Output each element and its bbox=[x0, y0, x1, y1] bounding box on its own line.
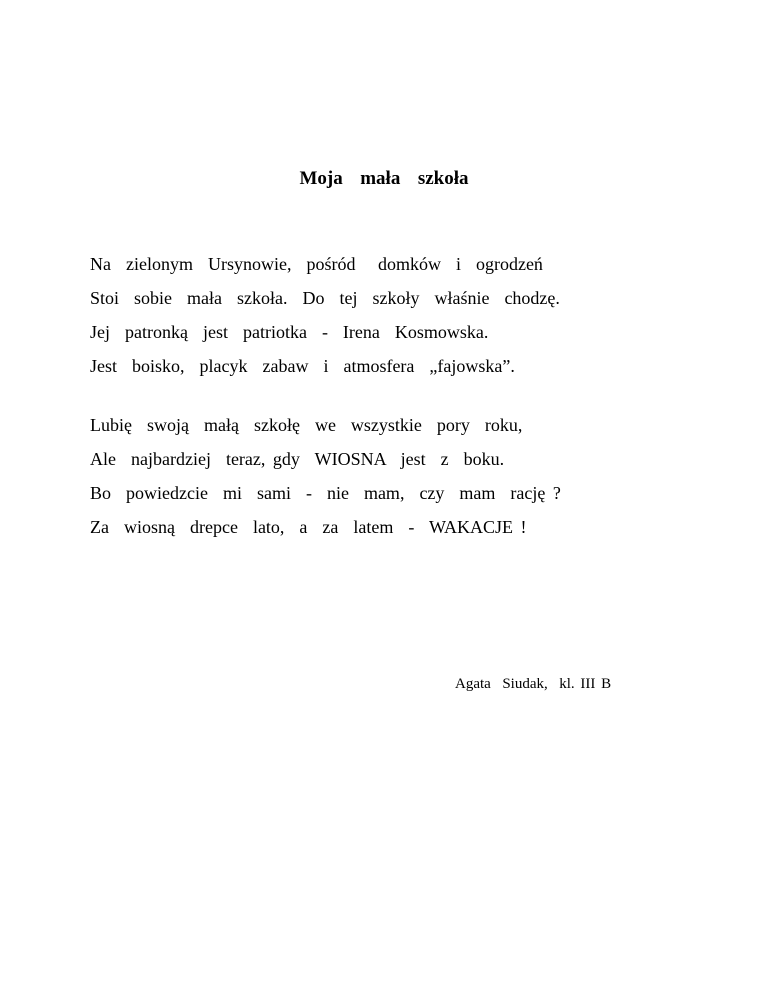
author-signature: Agata Siudak, kl. III B bbox=[455, 676, 612, 692]
poem-line: Na zielonym Ursynowie, pośród domków i ogrodzeń bbox=[90, 254, 543, 274]
poem-line: Stoi sobie mała szkoła. Do tej szkoły właśnie chodzę. bbox=[90, 288, 560, 308]
stanza-1 bbox=[90, 247, 560, 383]
poem-line: Jest boisko, placyk zabaw i atmosfera „fajowska”. bbox=[90, 356, 515, 376]
stanza-2 bbox=[90, 408, 561, 544]
poem-line: Lubię swoją małą szkołę we wszystkie pory roku, bbox=[90, 415, 523, 435]
poem-title: Moja mała szkoła bbox=[299, 168, 469, 189]
poem-line: Ale najbardziej teraz, gdy WIOSNA jest z boku. bbox=[90, 449, 505, 469]
poem-line: Za wiosną drepce lato, a za latem - WAKACJE ! bbox=[90, 517, 527, 537]
poem-line: Jej patronką jest patriotka - Irena Kosmowska. bbox=[90, 322, 489, 342]
poem-line: Bo powiedzcie mi sami - nie mam, czy mam rację ? bbox=[90, 483, 561, 503]
